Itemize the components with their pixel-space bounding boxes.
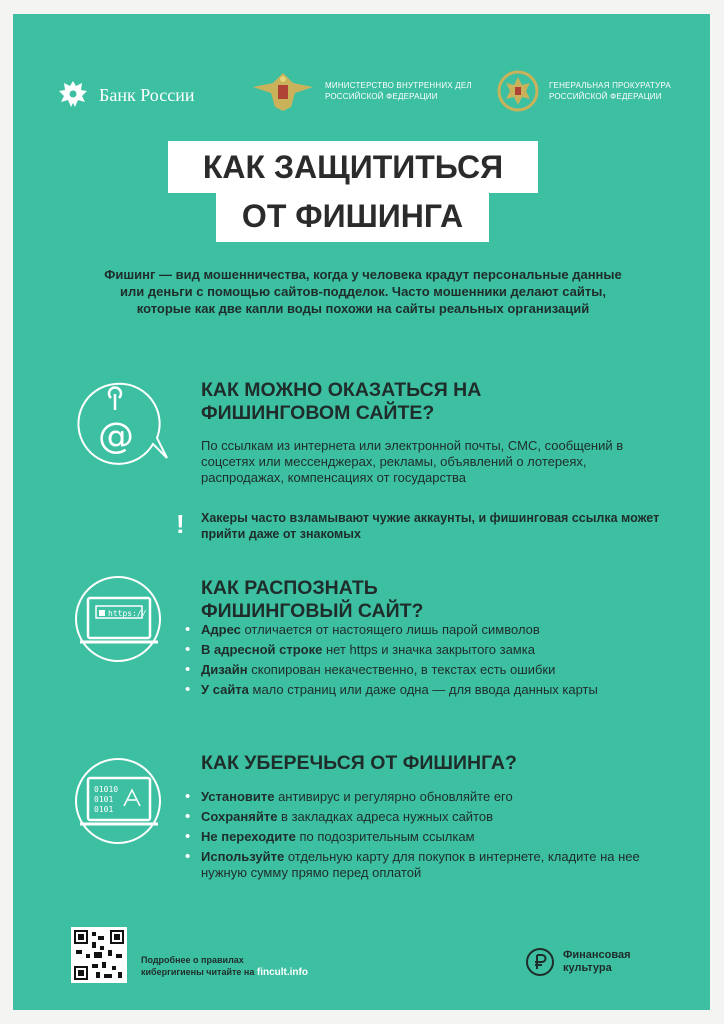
section2-title: КАК РАСПОЗНАТЬ ФИШИНГОВЫЙ САЙТ? <box>201 577 424 622</box>
fc-line2: культура <box>563 962 612 974</box>
header-logos <box>13 69 710 129</box>
section3-list <box>181 789 661 885</box>
fincult-link[interactable]: fincult.info <box>256 967 308 978</box>
hook-at-sign-icon <box>65 376 175 476</box>
financial-culture-logo <box>525 947 631 977</box>
mvd-emblem-icon <box>251 69 315 113</box>
list-item: • У сайта мало страниц или даже одна — для ввода данных карты <box>181 682 661 698</box>
title-line-1: КАК ЗАЩИТИТЬСЯ <box>168 141 538 193</box>
bank-russia-logo <box>55 77 194 113</box>
warning-mark: ! <box>176 509 185 539</box>
list-item: • В адресной строке нет https и значка закрытого замка <box>181 642 661 658</box>
prosecutor-emblem-icon <box>497 69 539 113</box>
fc-line1: Финансовая <box>563 949 631 961</box>
section1-text: По ссылкам из интернета или электронной почты, СМС, сообщений в соцсетях или мессенджерах, рекламы, объявлений о лотереях, распродажах, компенсациях от государства <box>201 438 624 485</box>
prosecutor-logo <box>497 69 689 113</box>
ruble-icon <box>525 947 555 977</box>
svg-text:https://: https:// <box>108 609 147 618</box>
laptop-https-icon <box>68 574 173 664</box>
svg-text:0101: 0101 <box>94 795 114 804</box>
section1-title: КАК МОЖНО ОКАЗАТЬСЯ НА ФИШИНГОВОМ САЙТЕ? <box>201 379 482 424</box>
section3-title: КАК УБЕРЕЧЬСЯ ОТ ФИШИНГА? <box>201 752 517 774</box>
list-item: • Адрес отличается от настоящего лишь парой символов <box>181 622 661 638</box>
mvd-name: МИНИСТЕРСТВО ВНУТРЕННИХ ДЕЛ РОССИЙСКОЙ ФЕДЕРАЦИИ <box>325 81 472 101</box>
laptop-binary-icon <box>68 756 173 846</box>
double-eagle-icon <box>55 77 91 113</box>
list-item: • Дизайн скопирован некачественно, в текстах есть ошибки <box>181 662 661 678</box>
qr-code-icon[interactable] <box>71 927 127 983</box>
section2-list <box>181 622 661 702</box>
svg-text:0101: 0101 <box>94 805 114 814</box>
svg-text:@: @ <box>98 416 134 457</box>
poster <box>13 14 710 1010</box>
title-line-2: ОТ ФИШИНГА <box>216 193 489 242</box>
bank-russia-name: Банк России <box>99 84 195 105</box>
list-item: • Не переходите по подозрительным ссылкам <box>181 829 661 845</box>
footer-text: Подробнее о правилах кибергигиены читайте на fincult.info <box>141 955 308 978</box>
intro-text: Фишинг — вид мошенничества, когда у человека крадут персональные данные или деньги с помощью сайтов-подделок. Часто мошенники делают сайты, которые как две капли воды похожи на сайты реальных организаций <box>104 267 622 316</box>
svg-text:01010: 01010 <box>94 785 119 794</box>
prosecutor-name: ГЕНЕРАЛЬНАЯ ПРОКУРАТУРА РОССИЙСКОЙ ФЕДЕРАЦИИ <box>549 81 671 101</box>
mvd-logo <box>251 69 495 113</box>
list-item: • Используйте отдельную карту для покупок в интернете, кладите на нее нужную сумму прямо перед оплатой <box>181 849 661 881</box>
section1-warning: Хакеры часто взламывают чужие аккаунты, и фишинговая ссылка может прийти даже от знакомых <box>201 511 660 541</box>
list-item: • Сохраняйте в закладках адреса нужных сайтов <box>181 809 661 825</box>
list-item: • Установите антивирус и регулярно обновляйте его <box>181 789 661 805</box>
